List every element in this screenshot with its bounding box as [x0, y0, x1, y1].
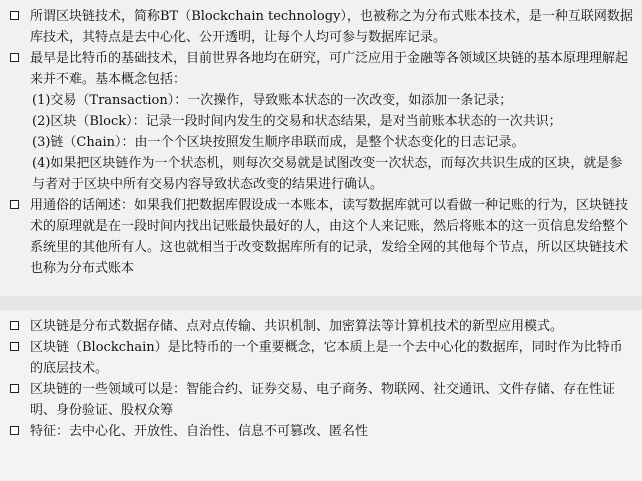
- square-bullet-icon: [10, 11, 19, 20]
- bullet-text: 区块链的一些领域可以是：智能合约、证券交易、电子商务、物联网、社交通讯、文件存储、存在性证明、身份验证、股权众筹: [30, 382, 616, 418]
- bullet-item-origin: [8, 48, 634, 90]
- bullet-text: 用通俗的话阐述：如果我们把数据库假设成一本账本，读写数据库就可以看做一种记账的行为，区块链技术的原理就是在一段时间内找出记账最快最好的人，由这个人来记账，然后将账本的这一页信息发给整个系统里的其他所有人。这也就相当于改变数据库所有的记录，发给全网的其他每个节点，所以区块链技术也称为分布式账本: [30, 198, 629, 276]
- square-bullet-icon: [10, 426, 19, 435]
- square-bullet-icon: [10, 384, 19, 393]
- bullet-text: 特征：去中心化、开放性、自治性、信息不可篡改、匿名性: [30, 424, 369, 439]
- bullet-item-summary: [8, 316, 634, 337]
- bullet-item-concept: [8, 337, 634, 379]
- bullet-item-features: [8, 421, 634, 442]
- bullet-text: 区块链（Blockchain）是比特币的一个重要概念，它本质上是一个去中心化的数据库，同时作为比特币的底层技术。: [30, 340, 623, 376]
- bullet-item-analogy: [8, 195, 634, 279]
- bullet-text: 区块链是分布式数据存储、点对点传输、共识机制、加密算法等计算机技术的新型应用模式。: [30, 319, 564, 334]
- concept-item: (1)交易（Transaction）：一次操作，导致账本状态的一次改变，如添加一条记录；: [32, 93, 513, 108]
- concept-item: (4)如果把区块链作为一个状态机，则每次交易就是试图改变一次状态，而每次共识生成的区块，就是参与者对于区块中所有交易内容导致状态改变的结果进行确认。: [32, 156, 623, 192]
- concept-list: [32, 90, 634, 195]
- square-bullet-icon: [10, 342, 19, 351]
- panel-separator: [0, 296, 642, 310]
- bullet-text: 所谓区块链技术，简称BT（Blockchain technology），也被称之为分布式账本技术，是一种互联网数据库技术，其特点是去中心化、公开透明，让每个人均可参与数据库记录。: [30, 9, 633, 45]
- concept-item: (2)区块（Block）：记录一段时间内发生的交易和状态结果，是对当前账本状态的一次共识；: [32, 114, 562, 129]
- square-bullet-icon: [10, 200, 19, 209]
- concept-item: (3)链（Chain）：由一个个区块按照发生顺序串联而成，是整个状态变化的日志记录。: [32, 135, 525, 150]
- square-bullet-icon: [10, 321, 19, 330]
- square-bullet-icon: [10, 53, 19, 62]
- bullet-item-domains: [8, 379, 634, 421]
- bullet-item-definition: [8, 6, 634, 48]
- bottom-text-panel: [0, 310, 642, 481]
- bullet-text: 最早是比特币的基础技术，目前世界各地均在研究，可广泛应用于金融等各领域区块链的基本原理理解起来并不难。基本概念包括：: [30, 51, 629, 87]
